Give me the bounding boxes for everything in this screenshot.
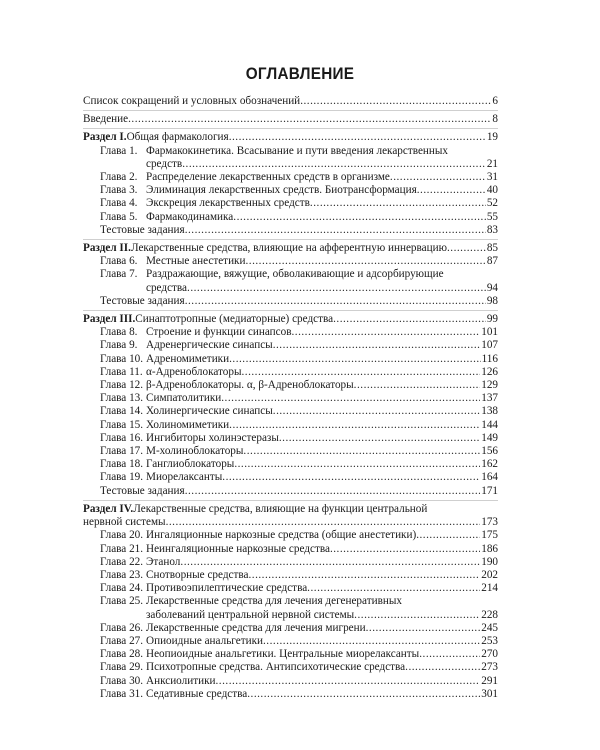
dot-leader <box>216 675 481 688</box>
entry-body <box>146 582 498 595</box>
toc-chapter-entry[interactable] <box>83 197 498 210</box>
toc-top-entry[interactable] <box>83 113 498 126</box>
entry-body <box>146 419 498 432</box>
entry-title: Лекарственные средства, влияющие на функции центральной <box>133 502 428 515</box>
dot-leader <box>233 211 486 224</box>
toc-chapter-entry[interactable] <box>83 366 498 379</box>
toc-line <box>146 379 498 392</box>
dot-leader <box>248 569 480 582</box>
toc-line <box>146 366 498 379</box>
entry-body <box>146 339 498 352</box>
toc-chapter-entry[interactable] <box>83 184 498 197</box>
dot-leader <box>185 485 481 498</box>
chapter-label: Глава 10. <box>100 352 144 365</box>
toc-chapter-entry[interactable] <box>83 255 498 268</box>
page-number: 85 <box>486 242 498 255</box>
page-number: 129 <box>481 379 498 392</box>
dot-leader <box>234 458 480 471</box>
dot-leader <box>300 95 491 108</box>
toc-line <box>146 556 498 569</box>
toc-line <box>100 224 498 237</box>
page-number: 171 <box>481 484 498 497</box>
toc-chapter-entry[interactable] <box>83 353 498 366</box>
dot-leader <box>241 366 480 379</box>
entry-title: Лекарственные средства для лечения мигрени <box>146 621 366 634</box>
page-number: 8 <box>492 113 498 126</box>
page-number: 6 <box>492 95 498 107</box>
chapter-label: Глава 8. <box>100 326 138 339</box>
page-number: 301 <box>481 687 498 700</box>
entry-title: Этанол <box>146 555 181 568</box>
toc-line <box>146 675 498 688</box>
page-number: 149 <box>481 431 498 444</box>
page-number: 31 <box>486 171 498 184</box>
toc-chapter-entry[interactable] <box>83 595 498 621</box>
dot-leader <box>354 379 481 392</box>
section-label: Раздел II. <box>83 242 131 255</box>
toc-line <box>146 635 498 648</box>
chapter-label: Глава 26. <box>100 621 144 634</box>
dot-leader <box>419 648 480 661</box>
entry-title: Строение и функции синапсов <box>146 326 292 339</box>
chapter-label: Глава 3. <box>100 184 138 197</box>
entry-body <box>146 458 498 471</box>
dot-leader <box>221 392 480 405</box>
page-number: 228 <box>481 608 498 621</box>
toc-chapter-entry[interactable] <box>83 543 498 556</box>
table-of-contents <box>83 95 498 701</box>
chapter-label: Глава 4. <box>100 197 138 210</box>
entry-body <box>146 622 498 635</box>
toc-line <box>146 171 498 184</box>
chapter-label: Глава 6. <box>100 255 138 268</box>
entry-title: Седативные средства <box>146 687 248 700</box>
entry-body <box>83 131 498 144</box>
page-number: 137 <box>481 392 498 405</box>
entry-title: Адреномиметики <box>146 352 230 365</box>
entry-body <box>83 242 498 255</box>
toc-chapter-entry[interactable] <box>83 458 498 471</box>
section-divider <box>83 500 498 501</box>
entry-body <box>83 113 498 126</box>
toc-chapter-entry[interactable] <box>83 326 498 339</box>
entry-body <box>146 145 498 171</box>
toc-line <box>146 326 498 339</box>
dot-leader <box>390 171 486 184</box>
toc-chapter-entry[interactable] <box>83 145 498 171</box>
dot-leader <box>310 197 486 210</box>
chapter-label: Глава 1. <box>100 144 138 157</box>
page-number: 253 <box>481 634 498 647</box>
toc-section-entry[interactable] <box>83 131 498 144</box>
toc-line <box>146 471 498 484</box>
toc-line <box>83 95 498 108</box>
toc-tests-entry[interactable] <box>83 485 498 498</box>
chapter-label: Глава 31. <box>100 687 144 700</box>
chapter-label: Глава 2. <box>100 171 138 184</box>
page-number: 190 <box>481 555 498 568</box>
entry-body <box>146 675 498 688</box>
page-number: 55 <box>486 210 498 223</box>
page-number: 156 <box>481 445 498 458</box>
entry-body <box>146 392 498 405</box>
entry-title: Анксиолитики <box>146 674 216 687</box>
page-number: 83 <box>486 223 498 236</box>
toc-line <box>146 543 498 556</box>
toc-line <box>100 485 498 498</box>
entry-body <box>146 661 498 674</box>
toc-line <box>146 339 498 352</box>
chapter-label: Глава 29. <box>100 661 144 674</box>
page-number: 116 <box>481 352 498 365</box>
entry-body <box>146 635 498 648</box>
chapter-label: Глава 28. <box>100 648 144 661</box>
page-number: 98 <box>486 294 498 307</box>
entry-body <box>146 197 498 210</box>
toc-line <box>83 516 498 529</box>
dot-leader <box>354 609 480 622</box>
page-number: 101 <box>481 326 498 339</box>
chapter-label: Глава 5. <box>100 210 138 223</box>
entry-body <box>146 211 498 224</box>
entry-title: β-Адреноблокаторы. α, β-Адреноблокаторы <box>146 379 354 392</box>
chapter-label: Глава 30. <box>100 674 144 687</box>
entry-title: средств <box>146 157 183 170</box>
entry-title: средства <box>146 281 188 294</box>
toc-section-entry[interactable] <box>83 242 498 255</box>
page-number: 138 <box>481 405 498 418</box>
entry-body <box>146 432 498 445</box>
entry-title: Противоэпилептические средства <box>146 582 308 595</box>
dot-leader <box>291 326 480 339</box>
chapter-label: Глава 16. <box>100 431 144 444</box>
dot-leader <box>185 295 486 308</box>
chapter-label: Глава 27. <box>100 634 144 647</box>
entry-title: Лекарственные средства, влияющие на афферентную иннервацию <box>130 242 447 255</box>
entry-title: Адренергические синапсы <box>146 339 273 352</box>
page-number: 291 <box>481 674 498 687</box>
page-number: 144 <box>481 418 498 431</box>
entry-title: Лекарственные средства для лечения дегенеративных <box>146 595 402 608</box>
chapter-label: Глава 20. <box>100 529 144 542</box>
entry-body <box>146 379 498 392</box>
toc-line <box>146 582 498 595</box>
toc-line <box>146 529 498 542</box>
entry-title: Неопиоидные анальгетики. Центральные миорелаксанты <box>146 648 420 661</box>
dot-leader <box>366 622 481 635</box>
dot-leader <box>166 516 481 529</box>
entry-body <box>146 688 498 701</box>
entry-title: Холиномиметики <box>146 418 230 431</box>
toc-line <box>83 313 498 326</box>
section-divider <box>83 239 498 240</box>
page-number: 245 <box>481 621 498 634</box>
entry-title: Миорелаксанты <box>146 471 223 484</box>
toc-line <box>146 688 498 701</box>
toc-line <box>146 145 498 158</box>
toc-chapter-entry[interactable] <box>83 471 498 484</box>
entry-title: Общая фармакология <box>126 131 229 144</box>
dot-leader <box>273 405 480 418</box>
page-number: 52 <box>486 197 498 210</box>
toc-chapter-entry[interactable] <box>83 661 498 674</box>
chapter-label: Глава 24. <box>100 582 144 595</box>
dot-leader <box>247 688 480 701</box>
dot-leader <box>417 184 486 197</box>
entry-title: М-холиноблокаторы <box>146 445 244 458</box>
page-number: 19 <box>486 131 498 144</box>
entry-body <box>83 95 498 108</box>
toc-chapter-entry[interactable] <box>83 622 498 635</box>
section-label: Раздел I. <box>83 131 127 144</box>
chapter-label: Глава 23. <box>100 568 144 581</box>
toc-line <box>146 661 498 674</box>
toc-line <box>146 569 498 582</box>
chapter-label: Глава 17. <box>100 445 144 458</box>
chapter-label: Глава 21. <box>100 542 144 555</box>
page-number: 107 <box>481 339 498 352</box>
dot-leader <box>182 158 486 171</box>
toc-tests-entry[interactable] <box>83 295 498 308</box>
page-number: 273 <box>481 661 498 674</box>
toc-line <box>146 648 498 661</box>
toc-chapter-entry[interactable] <box>83 582 498 595</box>
entry-body <box>146 529 498 542</box>
entry-body <box>100 295 498 308</box>
entry-title: Распределение лекарственных средств в организме <box>146 171 390 184</box>
toc-line <box>146 622 498 635</box>
chapter-label: Глава 14. <box>100 405 144 418</box>
entry-title: Тестовые задания <box>100 294 185 307</box>
entry-title: Местные анестетики <box>146 255 246 268</box>
toc-chapter-entry[interactable] <box>83 529 498 542</box>
page-number: 21 <box>486 157 498 170</box>
entry-title: Фармакокинетика. Всасывание и пути введения лекарственных <box>146 144 449 157</box>
entry-body <box>146 543 498 556</box>
page-number: 126 <box>481 365 498 378</box>
entry-body <box>146 595 498 621</box>
toc-chapter-entry[interactable] <box>83 648 498 661</box>
page-number: 99 <box>486 313 498 326</box>
toc-line <box>146 197 498 210</box>
entry-title: Ингибиторы холинэстеразы <box>146 431 279 444</box>
toc-chapter-entry[interactable] <box>83 432 498 445</box>
toc-line <box>146 282 498 295</box>
entry-title: Список сокращений и условных обозначений <box>83 95 301 107</box>
toc-chapter-entry[interactable] <box>83 635 498 648</box>
entry-body <box>100 485 498 498</box>
toc-line <box>83 503 498 516</box>
entry-title: α-Адреноблокаторы <box>146 365 242 378</box>
entry-body <box>146 445 498 458</box>
entry-title: Психотропные средства. Антипсихотические средства <box>146 661 406 674</box>
page-title: ОГЛАВЛЕНИЕ <box>245 64 355 83</box>
toc-chapter-entry[interactable] <box>83 569 498 582</box>
toc-section-entry[interactable] <box>83 503 498 529</box>
entry-title: Опиоидные анальгетики <box>146 634 263 647</box>
entry-title: Экскреция лекарственных средств <box>146 197 310 210</box>
entry-body <box>100 224 498 237</box>
section-label: Раздел IV. <box>83 502 134 515</box>
dot-leader <box>229 131 486 144</box>
entry-title: Элиминация лекарственных средств. Биотрансформация <box>146 184 417 197</box>
page-number: 94 <box>486 281 498 294</box>
toc-line <box>146 419 498 432</box>
entry-title: Тестовые задания <box>100 223 185 236</box>
dot-leader <box>279 432 480 445</box>
page-number: 202 <box>481 568 498 581</box>
dot-leader <box>245 255 485 268</box>
entry-body <box>146 405 498 418</box>
page-number: 186 <box>481 542 498 555</box>
chapter-label: Глава 7. <box>100 268 138 281</box>
toc-line <box>146 392 498 405</box>
section-divider <box>83 310 498 311</box>
section-divider <box>83 110 498 111</box>
dot-leader <box>405 661 480 674</box>
dot-leader <box>273 339 481 352</box>
page-number: 270 <box>481 648 498 661</box>
chapter-label: Глава 12. <box>100 379 144 392</box>
toc-line <box>146 268 498 281</box>
toc-chapter-entry[interactable] <box>83 339 498 352</box>
toc-section-entry[interactable] <box>83 313 498 326</box>
dot-leader <box>416 529 480 542</box>
toc-chapter-entry[interactable] <box>83 392 498 405</box>
entry-body <box>146 255 498 268</box>
entry-title: Ганглиоблокаторы <box>146 458 235 471</box>
toc-line <box>146 184 498 197</box>
entry-body <box>146 366 498 379</box>
toc-tests-entry[interactable] <box>83 224 498 237</box>
page-number: 162 <box>481 458 498 471</box>
toc-chapter-entry[interactable] <box>83 405 498 418</box>
entry-title: Введение <box>83 113 129 126</box>
entry-body <box>146 184 498 197</box>
page-number: 175 <box>481 529 498 542</box>
page-number: 40 <box>486 184 498 197</box>
entry-title: Раздражающие, вяжущие, обволакивающие и адсорбирующие <box>146 268 444 281</box>
toc-line <box>146 158 498 171</box>
dot-leader <box>330 543 480 556</box>
page-number: 173 <box>481 516 498 529</box>
dot-leader <box>229 353 481 366</box>
toc-chapter-entry[interactable] <box>83 688 498 701</box>
toc-chapter-entry[interactable] <box>83 445 498 458</box>
dot-leader <box>187 282 486 295</box>
toc-line <box>83 131 498 144</box>
toc-line <box>146 458 498 471</box>
chapter-label: Глава 9. <box>100 339 138 352</box>
dot-leader <box>128 113 491 126</box>
entry-body <box>146 648 498 661</box>
toc-line <box>146 211 498 224</box>
entry-title: Холинергические синапсы <box>146 405 273 418</box>
toc-line <box>83 242 498 255</box>
entry-title: Тестовые задания <box>100 484 185 497</box>
entry-title: Ингаляционные наркозные средства (общие анестетики) <box>146 529 417 542</box>
entry-title: Снотворные средства <box>146 568 249 581</box>
chapter-label: Глава 18. <box>100 458 144 471</box>
page-number: 164 <box>481 471 498 484</box>
entry-body <box>146 171 498 184</box>
chapter-label: Глава 25. <box>100 595 144 608</box>
dot-leader <box>333 313 486 326</box>
page-number: 87 <box>486 255 498 268</box>
entry-title: заболеваний центральной нервной системы <box>146 608 355 621</box>
dot-leader <box>229 419 480 432</box>
entry-body <box>146 326 498 339</box>
dot-leader <box>180 556 480 569</box>
entry-body <box>83 313 498 326</box>
dot-leader <box>185 224 486 237</box>
entry-title: Неингаляционные наркозные средства <box>146 542 330 555</box>
chapter-label: Глава 15. <box>100 418 144 431</box>
entry-body <box>146 471 498 484</box>
toc-chapter-entry[interactable] <box>83 419 498 432</box>
toc-chapter-entry[interactable] <box>83 675 498 688</box>
toc-chapter-entry[interactable] <box>83 211 498 224</box>
entry-body <box>146 268 498 294</box>
dot-leader <box>222 471 480 484</box>
toc-chapter-entry[interactable] <box>83 268 498 294</box>
page-number: 214 <box>481 582 498 595</box>
toc-line <box>146 595 498 608</box>
entry-title: Симпатолитики <box>146 392 222 405</box>
toc-top-entry[interactable] <box>83 95 498 108</box>
entry-body <box>146 569 498 582</box>
chapter-label: Глава 19. <box>100 471 144 484</box>
toc-line <box>83 113 498 126</box>
entry-title: Фармакодинамика <box>146 210 234 223</box>
toc-line <box>146 255 498 268</box>
dot-leader <box>263 635 480 648</box>
toc-line <box>146 609 498 622</box>
chapter-label: Глава 22. <box>100 555 144 568</box>
entry-body <box>146 556 498 569</box>
entry-body <box>146 353 498 366</box>
dot-leader <box>447 242 486 255</box>
entry-title: Синаптотропные (медиаторные) средства <box>135 313 334 326</box>
entry-title: нервной системы <box>83 516 166 529</box>
toc-line <box>146 445 498 458</box>
dot-leader <box>307 582 480 595</box>
toc-chapter-entry[interactable] <box>83 171 498 184</box>
toc-line <box>146 405 498 418</box>
toc-line <box>100 295 498 308</box>
section-divider <box>83 128 498 129</box>
chapter-label: Глава 11. <box>100 365 143 378</box>
chapter-label: Глава 13. <box>100 392 144 405</box>
section-label: Раздел III. <box>83 313 136 326</box>
toc-line <box>146 432 498 445</box>
toc-line <box>146 353 498 366</box>
toc-chapter-entry[interactable] <box>83 556 498 569</box>
entry-body <box>83 503 498 529</box>
dot-leader <box>243 445 480 458</box>
toc-chapter-entry[interactable] <box>83 379 498 392</box>
